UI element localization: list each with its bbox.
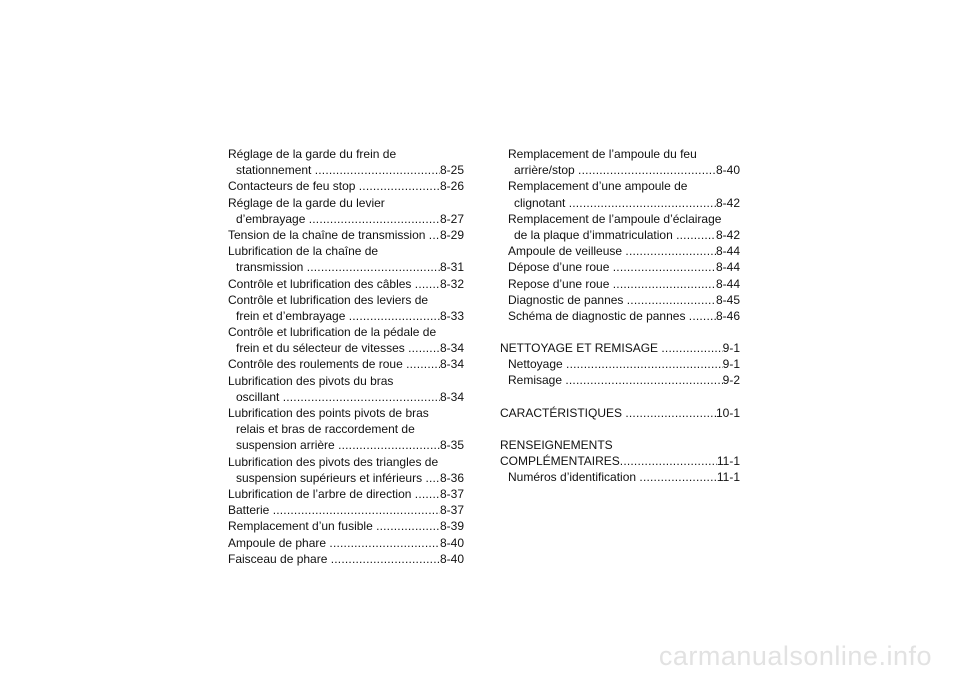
toc-page-number: 11-1	[716, 454, 740, 468]
toc-page-number: 8-34	[439, 341, 464, 356]
toc-entry	[500, 211, 740, 227]
toc-entry-title: oscillant	[236, 389, 283, 404]
toc-entry-title: Remplacement de l’ampoule du feu	[508, 147, 697, 161]
toc-entry-title: Remplacement de l’ampoule d’éclairage	[508, 211, 722, 226]
toc-page-number: 8-44	[715, 276, 740, 291]
toc-spacer	[500, 421, 740, 437]
toc-page-number: 8-40	[439, 551, 464, 566]
toc-leader-dots	[566, 356, 723, 372]
toc-entry-title: Lubrification des points pivots de bras	[228, 406, 429, 420]
toc-entry	[500, 453, 740, 469]
toc-page-number: 8-42	[715, 227, 740, 242]
toc-page-number: 8-35	[439, 438, 464, 453]
toc-page-number: 9-1	[722, 357, 740, 372]
toc-entry-title: Lubrification des pivots du bras	[228, 373, 394, 388]
toc-entry-title: Contacteurs de feu stop	[228, 179, 359, 194]
toc-page-number: 10-1	[715, 405, 740, 420]
toc-entry	[228, 243, 464, 259]
toc-leader-dots	[406, 356, 440, 372]
toc-leader-dots	[627, 292, 716, 308]
toc-entry-title: Contrôle et lubrification de la pédale de	[228, 325, 437, 340]
toc-entry-title: relais et bras de raccordement de	[236, 422, 415, 437]
toc-entry	[228, 211, 464, 227]
toc-entry-title: NETTOYAGE ET REMISAGE	[500, 341, 662, 356]
toc-leader-dots	[338, 437, 440, 453]
toc-entry-title: Diagnostic de pannes	[508, 292, 627, 307]
toc-leader-dots	[689, 308, 716, 324]
toc-entry-title: transmission	[236, 260, 307, 275]
toc-leader-dots	[331, 551, 440, 567]
toc-entry-title: Faisceau de phare	[228, 551, 331, 566]
toc-page-number: 11-1	[716, 470, 740, 485]
toc-leader-dots	[425, 470, 440, 486]
toc-entry	[500, 276, 740, 292]
toc-entry	[228, 146, 464, 162]
toc-page-number: 9-2	[722, 373, 740, 388]
toc-entry-title: de la plaque d’immatriculation	[514, 227, 677, 242]
toc-entry-title: d’embrayage	[236, 211, 309, 226]
toc-entry	[228, 470, 464, 486]
toc-page-number: 8-45	[715, 292, 740, 307]
toc-entry	[228, 292, 464, 308]
toc-entry	[500, 340, 740, 356]
toc-leader-dots	[639, 469, 716, 485]
toc-page-number: 8-26	[439, 179, 464, 194]
toc-entry	[500, 356, 740, 372]
toc-leader-dots	[283, 389, 440, 405]
toc-leader-dots	[309, 211, 440, 227]
toc-entry	[500, 227, 740, 243]
toc-entry	[500, 195, 740, 211]
toc-entry-title: Contrôle des roulements de roue	[228, 357, 407, 372]
toc-entry-title: Remisage	[508, 373, 566, 388]
toc-entry-title: frein et du sélecteur de vitesses	[236, 341, 409, 356]
watermark-text: carmanualsonline.info	[658, 641, 932, 671]
toc-page-number: 8-33	[439, 308, 464, 323]
toc-entry	[228, 276, 464, 292]
toc-leader-dots	[613, 259, 716, 275]
toc-page-number: 8-34	[439, 357, 464, 372]
toc-entry-title: CARACTÉRISTIQUES	[500, 405, 626, 420]
toc-leader-dots	[565, 372, 722, 388]
toc-entry-title: frein et d’embrayage	[236, 308, 349, 323]
toc-entry	[500, 308, 740, 324]
toc-entry	[228, 340, 464, 356]
toc-leader-dots	[307, 259, 440, 275]
toc-entry	[500, 162, 740, 178]
toc-leader-dots	[415, 486, 440, 502]
toc-leader-dots	[578, 162, 716, 178]
toc-leader-dots	[661, 340, 722, 356]
toc-entry-title: Réglage de la garde du levier	[228, 195, 385, 210]
toc-spacer	[500, 324, 740, 340]
toc-entry-title: Tension de la chaîne de transmission	[228, 227, 429, 242]
toc-leader-dots	[315, 162, 440, 178]
toc-leader-dots	[349, 308, 440, 324]
toc-entry	[228, 405, 464, 421]
toc-entry-title: Ampoule de veilleuse	[508, 244, 626, 259]
toc-entry	[228, 486, 464, 502]
toc-entry	[228, 421, 464, 437]
toc-entry	[228, 162, 464, 178]
toc-entry	[228, 502, 464, 518]
toc-page-number: 8-36	[439, 470, 464, 485]
toc-leader-dots	[625, 405, 716, 421]
toc-entry	[228, 518, 464, 534]
toc-page-number: 8-27	[439, 211, 464, 226]
toc-page-number: 8-25	[439, 163, 464, 178]
toc-entry	[228, 437, 464, 453]
toc-leader-dots	[676, 227, 716, 243]
toc-entry	[500, 437, 740, 453]
toc-entry	[228, 551, 464, 567]
toc-entry-title: arrière/stop	[514, 163, 579, 178]
toc-entry-title: Lubrification des pivots des triangles de	[228, 454, 439, 469]
toc-entry-title: Contrôle et lubrification des leviers de	[228, 292, 429, 307]
toc-page-number: 8-32	[439, 276, 464, 291]
toc-entry-title: Nettoyage	[508, 357, 567, 372]
toc-entry-title: Lubrification de l’arbre de direction	[228, 486, 415, 501]
toc-entry	[228, 535, 464, 551]
toc-leader-dots	[569, 195, 716, 211]
toc-leader-dots	[613, 276, 716, 292]
toc-spacer	[500, 389, 740, 405]
toc-leader-dots	[359, 178, 440, 194]
toc-entry	[500, 405, 740, 421]
toc-page-number: 9-1	[722, 341, 740, 356]
toc-entry-title: Numéros d’identification	[508, 470, 640, 485]
toc-leader-dots	[429, 227, 440, 243]
toc-page-number: 8-44	[715, 244, 740, 259]
toc-leader-dots	[415, 276, 440, 292]
toc-entry	[500, 146, 740, 162]
toc-entry-title: Réglage de la garde du frein de	[228, 147, 397, 161]
toc-entry-title: suspension arrière	[236, 438, 339, 453]
toc-entry-title: Remplacement d’une ampoule de	[508, 179, 688, 194]
toc-entry	[228, 178, 464, 194]
toc-leader-dots	[625, 243, 716, 259]
toc-entry	[500, 259, 740, 275]
toc-entry	[228, 259, 464, 275]
toc-left-column	[228, 146, 464, 567]
toc-entry	[500, 178, 740, 194]
toc-entry-title: Contrôle et lubrification des câbles	[228, 276, 415, 291]
toc-entry-title: clignotant	[514, 195, 569, 210]
toc-page-number: 8-39	[439, 519, 464, 534]
toc-right-column	[500, 146, 740, 485]
toc-entry-title: RENSEIGNEMENTS	[500, 437, 613, 452]
toc-leader-dots	[408, 340, 440, 356]
toc-entry	[228, 308, 464, 324]
toc-entry-title: suspension supérieurs et inférieurs	[236, 470, 426, 485]
toc-entry-title: Repose d’une roue	[508, 276, 613, 291]
toc-entry	[500, 372, 740, 388]
toc-entry-title: Remplacement d’un fusible	[228, 519, 377, 534]
toc-page-number: 8-31	[439, 260, 464, 275]
toc-page-number: 8-46	[715, 308, 740, 323]
toc-entry	[228, 389, 464, 405]
toc-leader-dots	[376, 518, 440, 534]
toc-page-number: 8-40	[439, 535, 464, 550]
toc-entry-title: Ampoule de phare	[228, 535, 330, 550]
toc-entry	[228, 454, 464, 470]
toc-entry	[228, 227, 464, 243]
toc-entry-title: stationnement	[236, 163, 315, 178]
toc-page-number: 8-37	[439, 486, 464, 501]
toc-page-number: 8-29	[439, 227, 464, 242]
toc-page-number: 8-44	[715, 260, 740, 275]
toc-entry-title: Lubrification de la chaîne de	[228, 244, 379, 259]
toc-entry-title: COMPLÉMENTAIRES	[500, 454, 620, 468]
toc-page-number: 8-34	[439, 389, 464, 404]
toc-leader-dots	[620, 453, 717, 469]
toc-entry	[500, 469, 740, 485]
toc-entry-title: Batterie	[228, 503, 273, 518]
toc-entry-title: Schéma de diagnostic de pannes	[508, 308, 689, 323]
toc-entry	[228, 356, 464, 372]
toc-leader-dots	[273, 502, 440, 518]
toc-page-number: 8-40	[715, 163, 740, 178]
toc-page-number: 8-42	[715, 195, 740, 210]
toc-entry	[500, 243, 740, 259]
toc-entry	[228, 324, 464, 340]
toc-entry	[228, 195, 464, 211]
toc-entry	[228, 373, 464, 389]
toc-entry	[500, 292, 740, 308]
toc-page-number: 8-37	[439, 503, 464, 518]
toc-entry-title: Dépose d’une roue	[508, 260, 613, 275]
toc-leader-dots	[329, 535, 440, 551]
